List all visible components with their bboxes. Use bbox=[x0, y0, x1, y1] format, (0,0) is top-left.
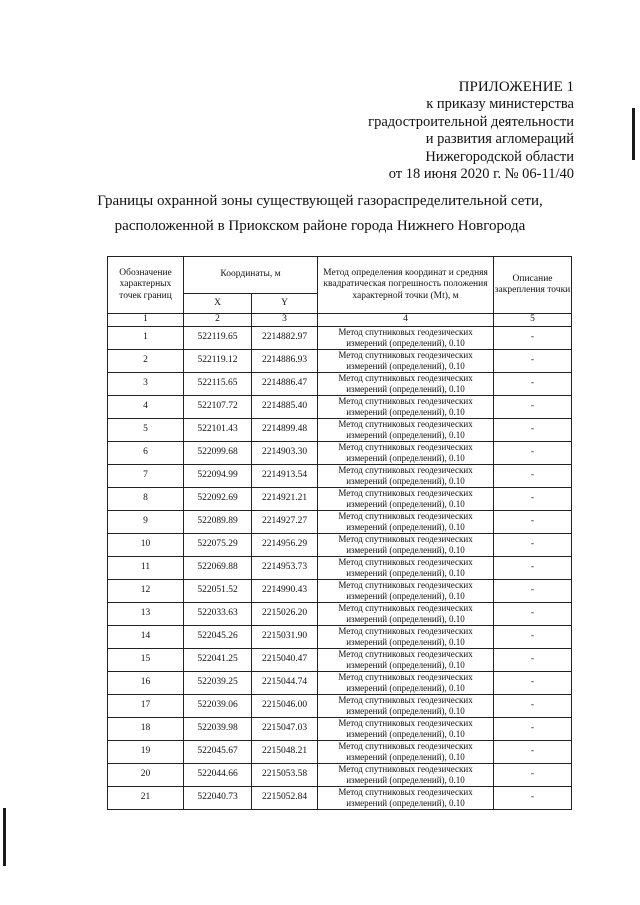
coordinate-x: 522045.67 bbox=[184, 740, 252, 763]
column-number: 2 bbox=[184, 314, 252, 327]
point-number: 10 bbox=[108, 533, 184, 556]
method-description: Метод спутниковых геодезических измерений (определений), 0.10 bbox=[318, 464, 494, 487]
coordinate-x: 522075.29 bbox=[184, 533, 252, 556]
appendix-heading: ПРИЛОЖЕНИЕ 1 bbox=[458, 79, 574, 95]
fixing-description: - bbox=[494, 326, 572, 349]
fixing-description: - bbox=[494, 556, 572, 579]
point-number: 12 bbox=[108, 579, 184, 602]
coordinate-x: 522039.06 bbox=[184, 694, 252, 717]
approval-line: градостроительной деятельности bbox=[368, 113, 574, 130]
method-description: Метод спутниковых геодезических измерений (определений), 0.10 bbox=[318, 694, 494, 717]
scan-edge-mark bbox=[632, 108, 635, 160]
point-number: 2 bbox=[108, 349, 184, 372]
method-description: Метод спутниковых геодезических измерений (определений), 0.10 bbox=[318, 372, 494, 395]
coordinate-x: 522039.98 bbox=[184, 717, 252, 740]
fixing-description: - bbox=[494, 533, 572, 556]
point-number: 8 bbox=[108, 487, 184, 510]
method-description: Метод спутниковых геодезических измерений (определений), 0.10 bbox=[318, 418, 494, 441]
coordinate-y: 2214885.40 bbox=[252, 395, 318, 418]
coordinates-table bbox=[107, 256, 572, 810]
table-row bbox=[108, 326, 572, 349]
table-row bbox=[108, 786, 572, 809]
fixing-description: - bbox=[494, 763, 572, 786]
point-number: 19 bbox=[108, 740, 184, 763]
method-description: Метод спутниковых геодезических измерений (определений), 0.10 bbox=[318, 625, 494, 648]
coordinate-y: 2215026.20 bbox=[252, 602, 318, 625]
coordinate-y: 2214953.73 bbox=[252, 556, 318, 579]
table-row bbox=[108, 648, 572, 671]
header-description: Описание закрепления точки bbox=[494, 257, 572, 314]
approval-block bbox=[368, 79, 574, 183]
point-number: 4 bbox=[108, 395, 184, 418]
method-description: Метод спутниковых геодезических измерений (определений), 0.10 bbox=[318, 579, 494, 602]
coordinate-x: 522041.25 bbox=[184, 648, 252, 671]
point-number: 9 bbox=[108, 510, 184, 533]
fixing-description: - bbox=[494, 671, 572, 694]
approval-line: Нижегородской области bbox=[425, 148, 574, 165]
point-number: 20 bbox=[108, 763, 184, 786]
coordinate-x: 522040.73 bbox=[184, 786, 252, 809]
coordinate-x: 522094.99 bbox=[184, 464, 252, 487]
table-row bbox=[108, 395, 572, 418]
coordinate-x: 522099.68 bbox=[184, 441, 252, 464]
column-number: 5 bbox=[494, 314, 572, 327]
table-row bbox=[108, 625, 572, 648]
coordinate-x: 522044.66 bbox=[184, 763, 252, 786]
table-row bbox=[108, 487, 572, 510]
coordinate-x: 522092.69 bbox=[184, 487, 252, 510]
coordinate-x: 522119.12 bbox=[184, 349, 252, 372]
table-row bbox=[108, 579, 572, 602]
table-row bbox=[108, 602, 572, 625]
table-row bbox=[108, 418, 572, 441]
fixing-description: - bbox=[494, 625, 572, 648]
table-row bbox=[108, 349, 572, 372]
fixing-description: - bbox=[494, 487, 572, 510]
fixing-description: - bbox=[494, 740, 572, 763]
point-number: 6 bbox=[108, 441, 184, 464]
header-x: X bbox=[184, 294, 252, 314]
method-description: Метод спутниковых геодезических измерений (определений), 0.10 bbox=[318, 786, 494, 809]
coordinate-y: 2214990.43 bbox=[252, 579, 318, 602]
coordinate-y: 2214927.27 bbox=[252, 510, 318, 533]
point-number: 15 bbox=[108, 648, 184, 671]
point-number: 21 bbox=[108, 786, 184, 809]
fixing-description: - bbox=[494, 579, 572, 602]
coordinate-y: 2215031.90 bbox=[252, 625, 318, 648]
table-body bbox=[108, 326, 572, 809]
coordinate-y: 2214956.29 bbox=[252, 533, 318, 556]
method-description: Метод спутниковых геодезических измерений (определений), 0.10 bbox=[318, 602, 494, 625]
method-description: Метод спутниковых геодезических измерений (определений), 0.10 bbox=[318, 441, 494, 464]
coordinate-y: 2215048.21 bbox=[252, 740, 318, 763]
table-row bbox=[108, 763, 572, 786]
method-description: Метод спутниковых геодезических измерений (определений), 0.10 bbox=[318, 671, 494, 694]
coordinate-y: 2215047.03 bbox=[252, 717, 318, 740]
header-point: Обозначение характерных точек границ bbox=[108, 257, 184, 314]
fixing-description: - bbox=[494, 694, 572, 717]
point-number: 16 bbox=[108, 671, 184, 694]
table-row bbox=[108, 441, 572, 464]
fixing-description: - bbox=[494, 602, 572, 625]
method-description: Метод спутниковых геодезических измерений (определений), 0.10 bbox=[318, 510, 494, 533]
approval-line: к приказу министерства bbox=[426, 96, 574, 113]
fixing-description: - bbox=[494, 372, 572, 395]
table-row bbox=[108, 694, 572, 717]
coordinate-y: 2214882.97 bbox=[252, 326, 318, 349]
column-number: 1 bbox=[108, 314, 184, 327]
point-number: 18 bbox=[108, 717, 184, 740]
table-row bbox=[108, 372, 572, 395]
point-number: 1 bbox=[108, 326, 184, 349]
coordinate-y: 2214899.48 bbox=[252, 418, 318, 441]
coordinate-y: 2214886.93 bbox=[252, 349, 318, 372]
point-number: 14 bbox=[108, 625, 184, 648]
coordinate-x: 522069.88 bbox=[184, 556, 252, 579]
method-description: Метод спутниковых геодезических измерений (определений), 0.10 bbox=[318, 556, 494, 579]
column-number: 3 bbox=[252, 314, 318, 327]
coordinate-x: 522119.65 bbox=[184, 326, 252, 349]
method-description: Метод спутниковых геодезических измерений (определений), 0.10 bbox=[318, 487, 494, 510]
fixing-description: - bbox=[494, 349, 572, 372]
coordinate-y: 2214886.47 bbox=[252, 372, 318, 395]
document-title-line-1: Границы охранной зоны существующей газораспределительной сети, bbox=[97, 193, 543, 209]
fixing-description: - bbox=[494, 464, 572, 487]
table-row bbox=[108, 671, 572, 694]
method-description: Метод спутниковых геодезических измерений (определений), 0.10 bbox=[318, 349, 494, 372]
fixing-description: - bbox=[494, 418, 572, 441]
coordinate-y: 2215044.74 bbox=[252, 671, 318, 694]
fixing-description: - bbox=[494, 395, 572, 418]
method-description: Метод спутниковых геодезических измерений (определений), 0.10 bbox=[318, 395, 494, 418]
table-row bbox=[108, 740, 572, 763]
method-description: Метод спутниковых геодезических измерений (определений), 0.10 bbox=[318, 763, 494, 786]
coordinate-y: 2215053.58 bbox=[252, 763, 318, 786]
document-title-line-2: расположенной в Приокском районе города Нижнего Новгорода bbox=[114, 218, 526, 234]
approval-date-line: от 18 июня 2020 г. № 06-11/40 bbox=[388, 166, 574, 183]
point-number: 5 bbox=[108, 418, 184, 441]
header-method: Метод определения координат и средняя квадратическая погрешность положения характерной точки (Mt), м bbox=[318, 257, 494, 314]
coordinate-y: 2214913.54 bbox=[252, 464, 318, 487]
method-description: Метод спутниковых геодезических измерений (определений), 0.10 bbox=[318, 648, 494, 671]
coordinate-y: 2215052.84 bbox=[252, 786, 318, 809]
fixing-description: - bbox=[494, 510, 572, 533]
coordinate-x: 522045.26 bbox=[184, 625, 252, 648]
header-y: Y bbox=[252, 294, 318, 314]
table-row bbox=[108, 464, 572, 487]
fixing-description: - bbox=[494, 648, 572, 671]
coordinate-x: 522051.52 bbox=[184, 579, 252, 602]
method-description: Метод спутниковых геодезических измерений (определений), 0.10 bbox=[318, 717, 494, 740]
coordinate-x: 522101.43 bbox=[184, 418, 252, 441]
table-row bbox=[108, 556, 572, 579]
column-number: 4 bbox=[318, 314, 494, 327]
approval-line: и развития агломераций bbox=[425, 131, 574, 148]
coordinate-x: 522039.25 bbox=[184, 671, 252, 694]
table-row bbox=[108, 533, 572, 556]
coordinate-y: 2214903.30 bbox=[252, 441, 318, 464]
header-coordinates: Координаты, м bbox=[184, 257, 318, 294]
coordinate-x: 522089.89 bbox=[184, 510, 252, 533]
coordinate-y: 2215040.47 bbox=[252, 648, 318, 671]
point-number: 3 bbox=[108, 372, 184, 395]
coordinate-x: 522033.63 bbox=[184, 602, 252, 625]
coordinate-x: 522115.65 bbox=[184, 372, 252, 395]
coordinate-y: 2215046.00 bbox=[252, 694, 318, 717]
scan-edge-mark bbox=[3, 808, 6, 866]
table-row bbox=[108, 510, 572, 533]
point-number: 17 bbox=[108, 694, 184, 717]
point-number: 13 bbox=[108, 602, 184, 625]
table-row bbox=[108, 717, 572, 740]
fixing-description: - bbox=[494, 441, 572, 464]
method-description: Метод спутниковых геодезических измерений (определений), 0.10 bbox=[318, 533, 494, 556]
fixing-description: - bbox=[494, 717, 572, 740]
fixing-description: - bbox=[494, 786, 572, 809]
method-description: Метод спутниковых геодезических измерений (определений), 0.10 bbox=[318, 740, 494, 763]
method-description: Метод спутниковых геодезических измерений (определений), 0.10 bbox=[318, 326, 494, 349]
coordinate-y: 2214921.21 bbox=[252, 487, 318, 510]
coordinate-x: 522107.72 bbox=[184, 395, 252, 418]
point-number: 7 bbox=[108, 464, 184, 487]
point-number: 11 bbox=[108, 556, 184, 579]
